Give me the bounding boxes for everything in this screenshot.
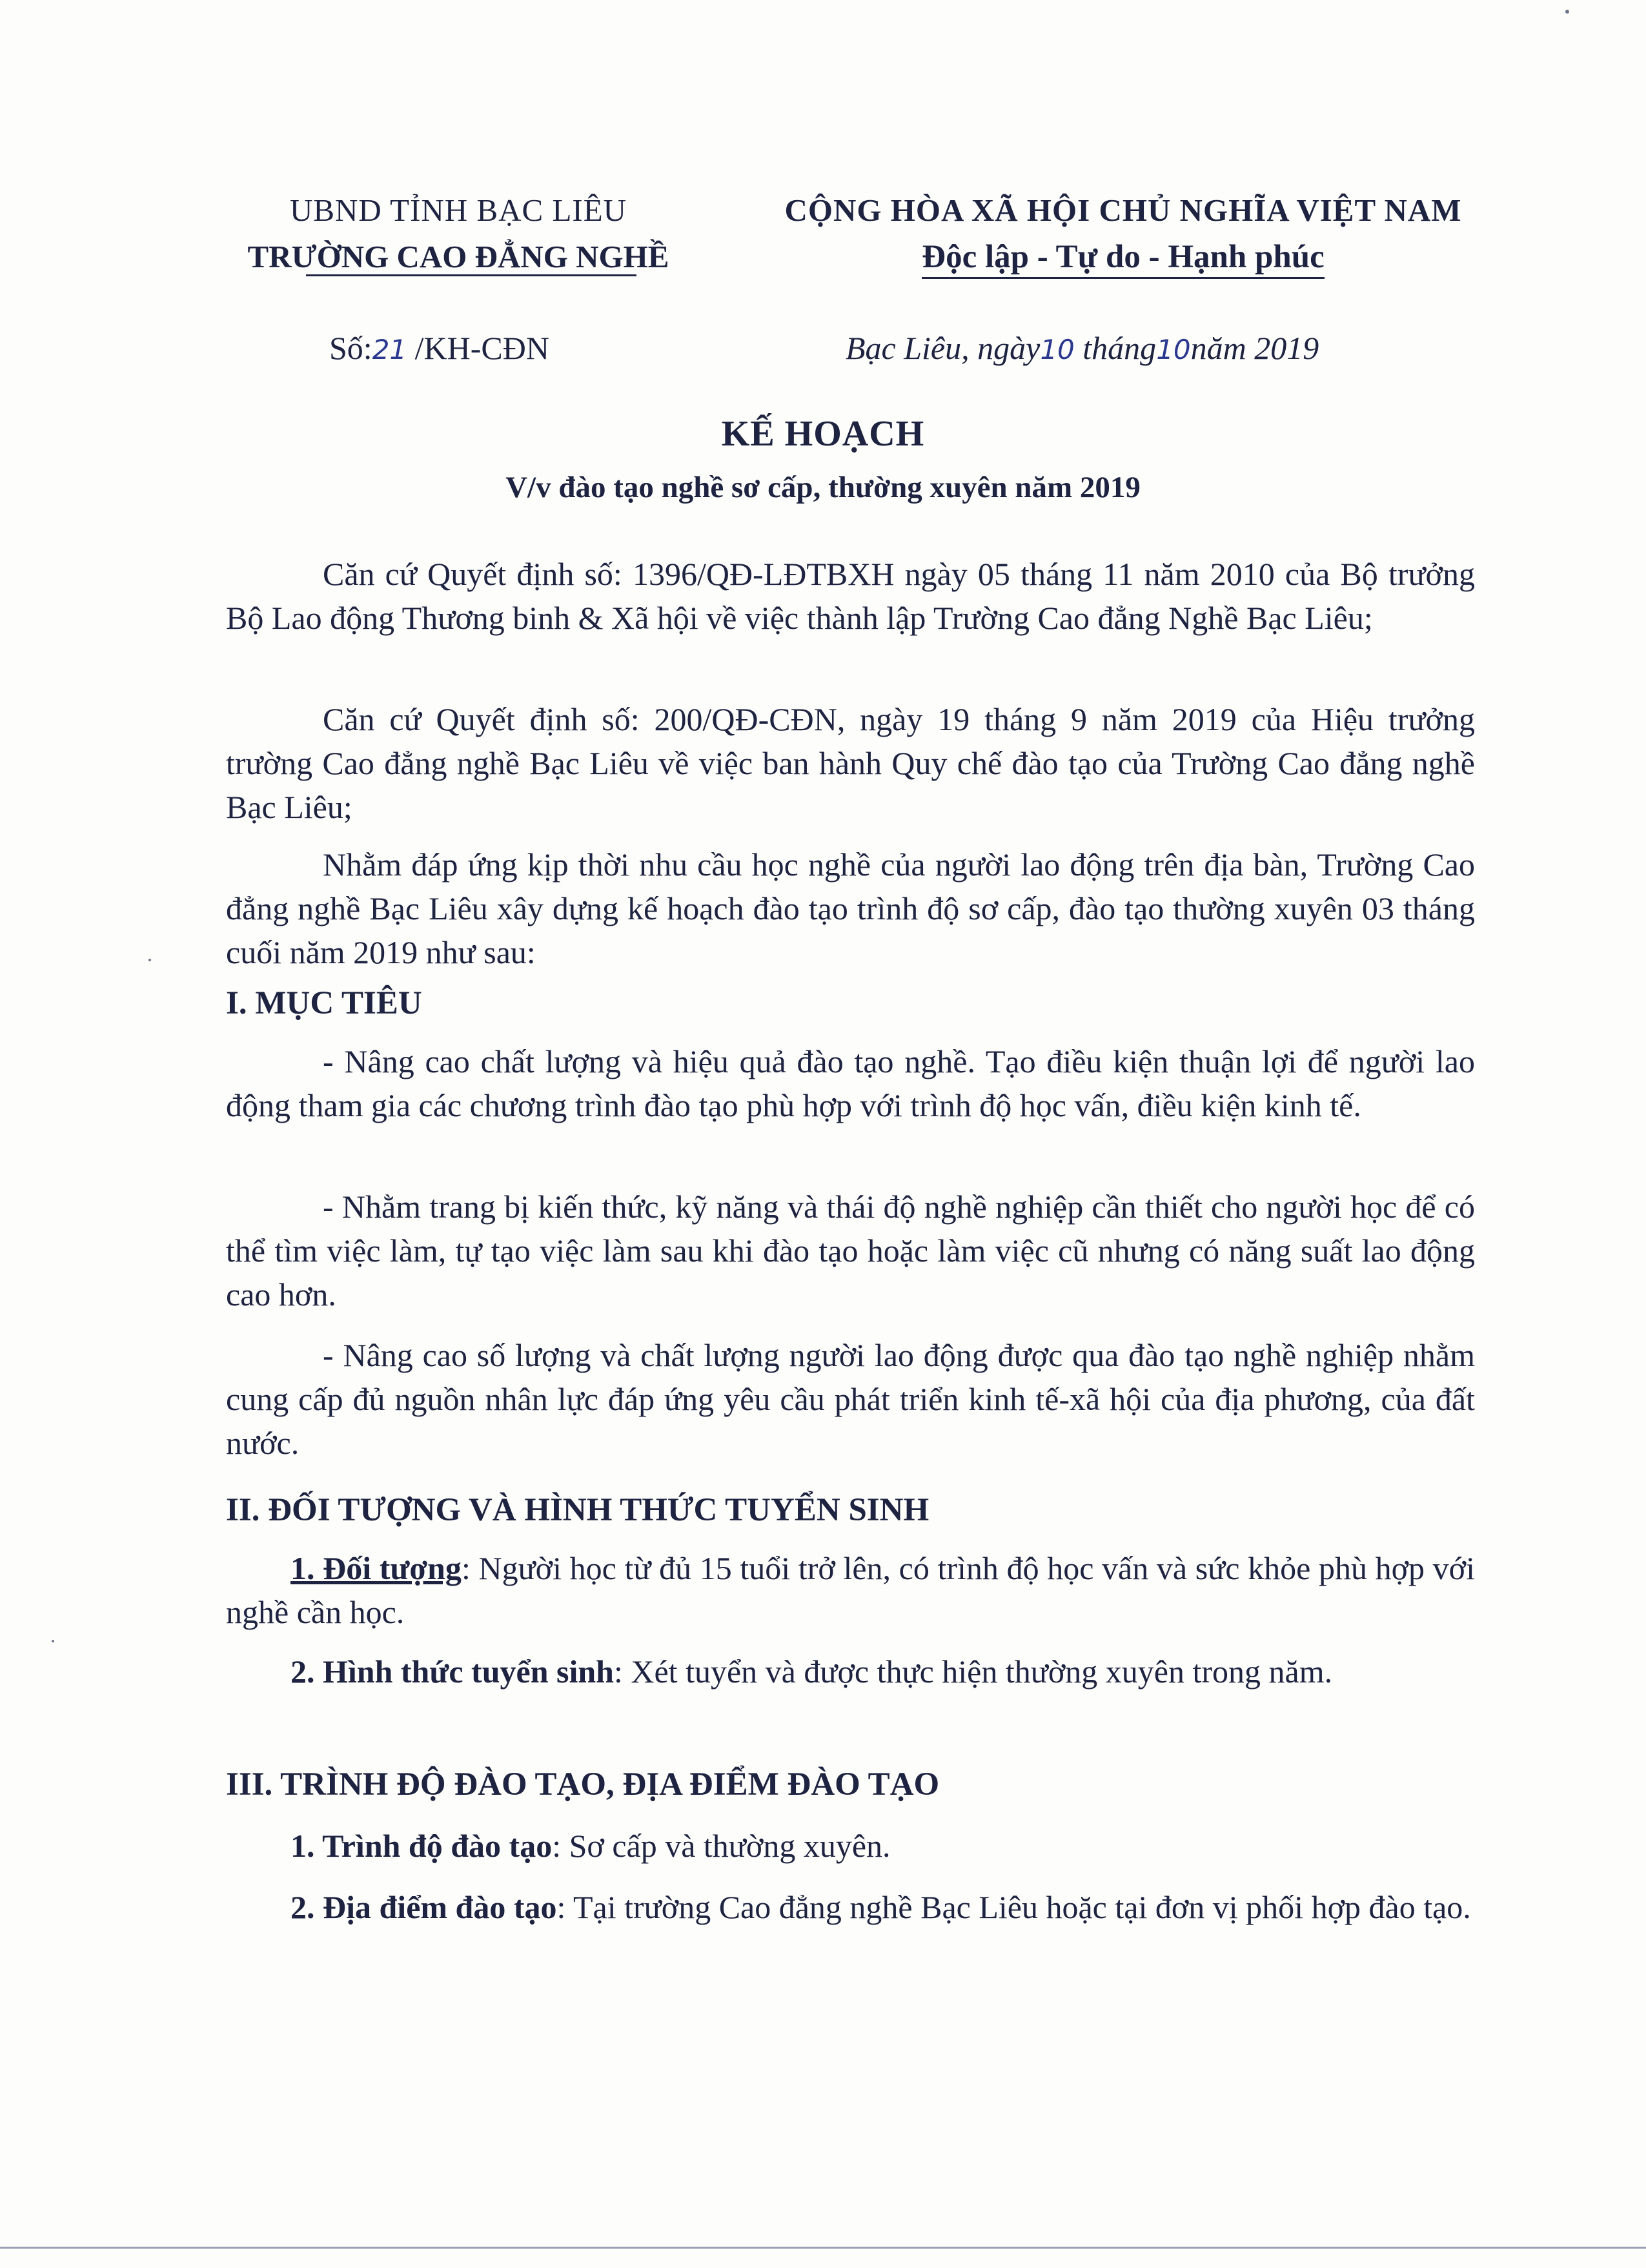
section-2-item-2: [226, 1650, 1475, 1693]
issuer-header: [213, 187, 704, 280]
doc-number-prefix: Số:: [329, 330, 372, 366]
section-3-item-1-label: 1. Trình độ đào tạo: [290, 1828, 553, 1864]
section-3-item-1: [226, 1824, 1475, 1868]
school-underline: [306, 274, 637, 276]
scan-speck: [52, 1640, 54, 1642]
section-2-item-1-text: : Người học từ đủ 15 tuổi trở lên, có trình độ học vấn và sức khỏe phù hợp với nghề cần học.: [226, 1550, 1475, 1630]
section-3-item-2-text: : Tại trường Cao đẳng nghề Bạc Liêu hoặc tại đơn vị phối hợp đào tạo.: [556, 1889, 1471, 1925]
scan-speck: [1565, 10, 1569, 14]
section-2-item-2-label: 2. Hình thức tuyển sinh: [290, 1653, 614, 1690]
section-1-heading: I. MỤC TIÊU: [226, 985, 422, 1021]
date-place: Bạc Liêu, ngày: [846, 330, 1041, 366]
motto-text: Độc lập - Tự do - Hạnh phúc: [922, 239, 1325, 275]
section-3-heading: III. TRÌNH ĐỘ ĐÀO TẠO, ĐỊA ĐIỂM ĐÀO TẠO: [226, 1766, 940, 1803]
date-year-label: năm 2019: [1190, 330, 1319, 366]
section-2-item-1-label: 1. Đối tượng: [290, 1550, 462, 1586]
document-title: KẾ HOẠCH: [721, 414, 925, 454]
date-month-label: tháng: [1082, 330, 1157, 366]
preamble-paragraph-3: Nhằm đáp ứng kịp thời nhu cầu học nghề của người lao động trên địa bàn, Trường Cao đẳng nghề Bạc Liêu xây dựng kế hoạch đào tạo trình độ sơ cấp, đào tạo thường xuyên 03 tháng cuối năm 2019 như sau:: [226, 846, 1475, 970]
section-1-item-3: - Nâng cao số lượng và chất lượng người lao động được qua đào tạo nghề nghiệp nhằm cung cấp đủ nguồn nhân lực đáp ứng yêu cầu phát triển kinh tế-xã hội của địa phương, của đất nước.: [226, 1337, 1475, 1461]
date-month: 10: [1156, 334, 1191, 365]
motto-underline: [922, 277, 1324, 279]
section-3-item-1-text: : Sơ cấp và thường xuyên.: [552, 1828, 891, 1864]
section-2-item-2-text: : Xét tuyển và được thực hiện thường xuyên trong năm.: [613, 1653, 1333, 1690]
preamble-paragraph-2: Căn cứ Quyết định số: 200/QĐ-CĐN, ngày 19 tháng 9 năm 2019 của Hiệu trưởng trường Cao đẳng nghề Bạc Liêu về việc ban hành Quy chế đào tạo của Trường Cao đẳng nghề Bạc Liêu;: [226, 701, 1475, 825]
national-motto: [922, 234, 1324, 280]
section-1-item-2: - Nhằm trang bị kiến thức, kỹ năng và thái độ nghề nghiệp cần thiết cho người học để có thể tìm việc làm, tự tạo việc làm sau khi đào tạo hoặc làm việc cũ nhưng có năng suất lao động cao hơn.: [226, 1189, 1475, 1313]
preamble-paragraph-1: Căn cứ Quyết định số: 1396/QĐ-LĐTBXH ngày 05 tháng 11 năm 2010 của Bộ trưởng Bộ Lao động Thương binh & Xã hội về việc thành lập Trường Cao đẳng Nghề Bạc Liêu;: [226, 556, 1475, 636]
republic-name: CỘNG HÒA XÃ HỘI CHỦ NGHĨA VIỆT NAM: [784, 192, 1462, 228]
scan-edge-line: [0, 2247, 1646, 2249]
section-1-item-1: - Nâng cao chất lượng và hiệu quả đào tạo nghề. Tạo điều kiện thuận lợi để người lao động tham gia các chương trình đào tạo phù hợp với trình độ học vấn, điều kiện kinh tế.: [226, 1043, 1475, 1123]
section-2-heading: II. ĐỐI TƯỢNG VÀ HÌNH THỨC TUYỂN SINH: [226, 1492, 930, 1528]
section-3-item-2: [226, 1885, 1475, 1929]
national-header: [749, 187, 1498, 280]
doc-number-suffix: /KH-CĐN: [414, 330, 549, 366]
place-date: [846, 329, 1319, 367]
document-subtitle: V/v đào tạo nghề sơ cấp, thường xuyên năm 2019: [505, 471, 1141, 504]
school-name: [248, 234, 669, 280]
school-name-text: TRƯỜNG CAO ĐẲNG NGHỀ: [247, 239, 669, 274]
section-2-item-1: [226, 1546, 1475, 1634]
doc-number-handwritten: 21: [372, 334, 407, 365]
section-3-item-2-label: 2. Địa điểm đào tạo: [290, 1889, 557, 1925]
agency-name: UBND TỈNH BẠC LIÊU: [289, 192, 627, 228]
date-day: 10: [1040, 334, 1075, 365]
document-number: [329, 329, 549, 367]
scan-speck: [148, 959, 151, 961]
